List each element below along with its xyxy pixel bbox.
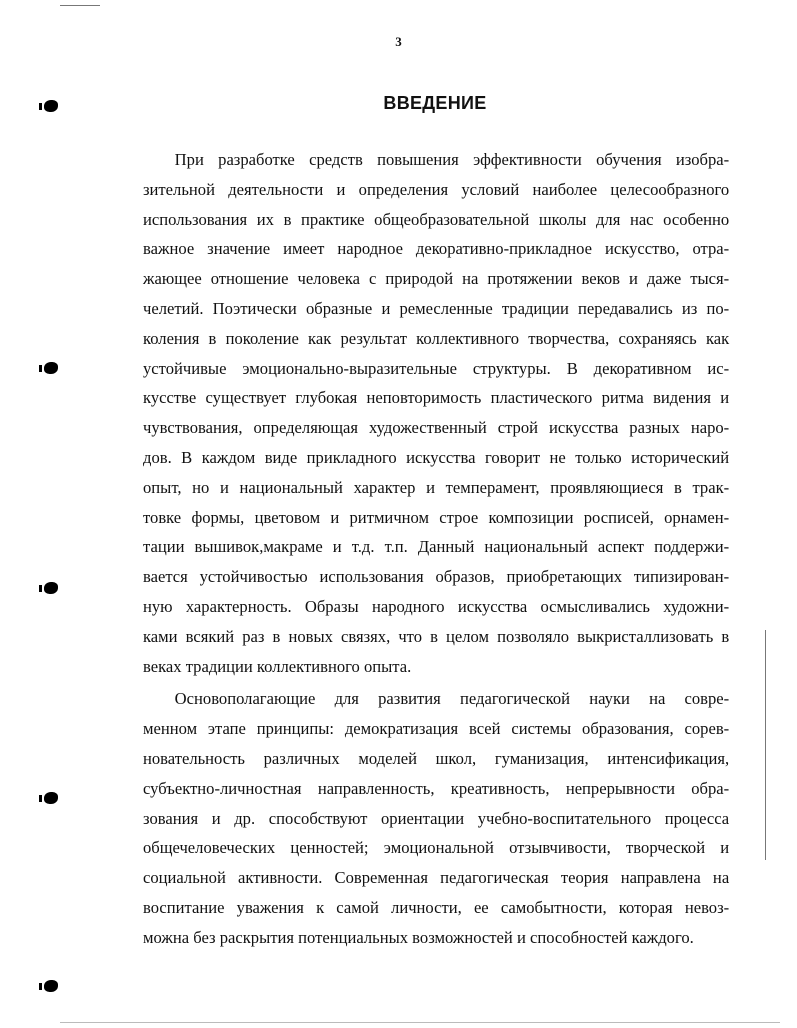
text-line: жающее отношение человека с природой на протяжении веков и даже тыся-	[143, 269, 730, 289]
text-line: Основополагающие для развития педагогической науки на совре-	[174, 689, 730, 709]
text-line: тации вышивок,макраме и т.д. т.п. Данный национальный аспект поддержи-	[143, 537, 730, 557]
scan-top-edge	[60, 5, 100, 6]
text-line: дов. В каждом виде прикладного искусства говорит не только исторический	[143, 447, 730, 467]
text-line: зительной деятельности и определения условий наиболее целесообразного	[143, 179, 730, 199]
text-line: социальной активности. Современная педагогическая теория направлена на	[143, 868, 730, 888]
text-line: зования и др. способствуют ориентации учебно-воспитательного процесса	[143, 808, 730, 828]
text-line: воспитание уважения к самой личности, ее самобытности, которая невоз-	[143, 897, 730, 917]
binding-hole-marker	[44, 362, 58, 374]
text-line: общечеловеческих ценностей; эмоциональной отзывчивости, творческой и	[143, 838, 730, 858]
text-line: челетий. Поэтически образные и ремесленные традиции передавались из по-	[143, 298, 730, 318]
text-line: При разработке средств повышения эффективности обучения изобра-	[174, 150, 730, 169]
text-line: вается устойчивостью использования образов, приобретающих типизирован-	[143, 567, 730, 587]
scan-right-edge	[765, 630, 766, 860]
text-line: ную характерность. Образы народного искусства осмысливались художни-	[143, 596, 730, 616]
text-line: новательность различных моделей школ, гуманизация, интенсификация,	[143, 748, 730, 768]
text-line: товке формы, цветовом и ритмичном строе композиции росписей, орнамен-	[143, 507, 730, 527]
text-line: использования их в практике общеобразовательной школы для нас особенно	[143, 209, 730, 229]
text-line: чувствования, определяющая художественный строй искусства разных наро-	[143, 418, 730, 438]
page-number: 3	[395, 34, 402, 49]
paragraph	[143, 145, 729, 681]
text-line: можна без раскрытия потенциальных возможностей и способностей каждого.	[143, 927, 694, 947]
scan-bottom-edge	[60, 1022, 780, 1023]
text-line: ками всякий раз в новых связях, что в целом позволяло выкристаллизовать в	[143, 626, 730, 646]
text-line: коления в поколение как результат коллективного творчества, сохраняясь как	[143, 328, 730, 348]
binding-hole-marker	[44, 582, 58, 594]
text-line: кусстве существует глубокая неповторимость пластического ритма видения и	[143, 388, 730, 408]
text-line: важное значение имеет народное декоративно-прикладное искусство, отра-	[143, 239, 730, 259]
text-line: субъектно-личностная направленность, креативность, непрерывности обра-	[143, 778, 730, 798]
paragraph	[143, 684, 729, 952]
text-line: опыт, но и национальный характер и темперамент, проявляющиеся в трак-	[143, 477, 730, 497]
page-title: ВВЕДЕНИЕ	[383, 93, 487, 113]
body-text	[143, 145, 729, 953]
text-line: менном этапе принципы: демократизация всей системы образования, сорев-	[143, 719, 730, 739]
text-line: веках традиции коллективного опыта.	[143, 656, 412, 676]
binding-hole-marker	[44, 792, 58, 804]
text-line: устойчивые эмоционально-выразительные структуры. В декоративном ис-	[143, 358, 730, 378]
binding-hole-marker	[44, 980, 58, 992]
